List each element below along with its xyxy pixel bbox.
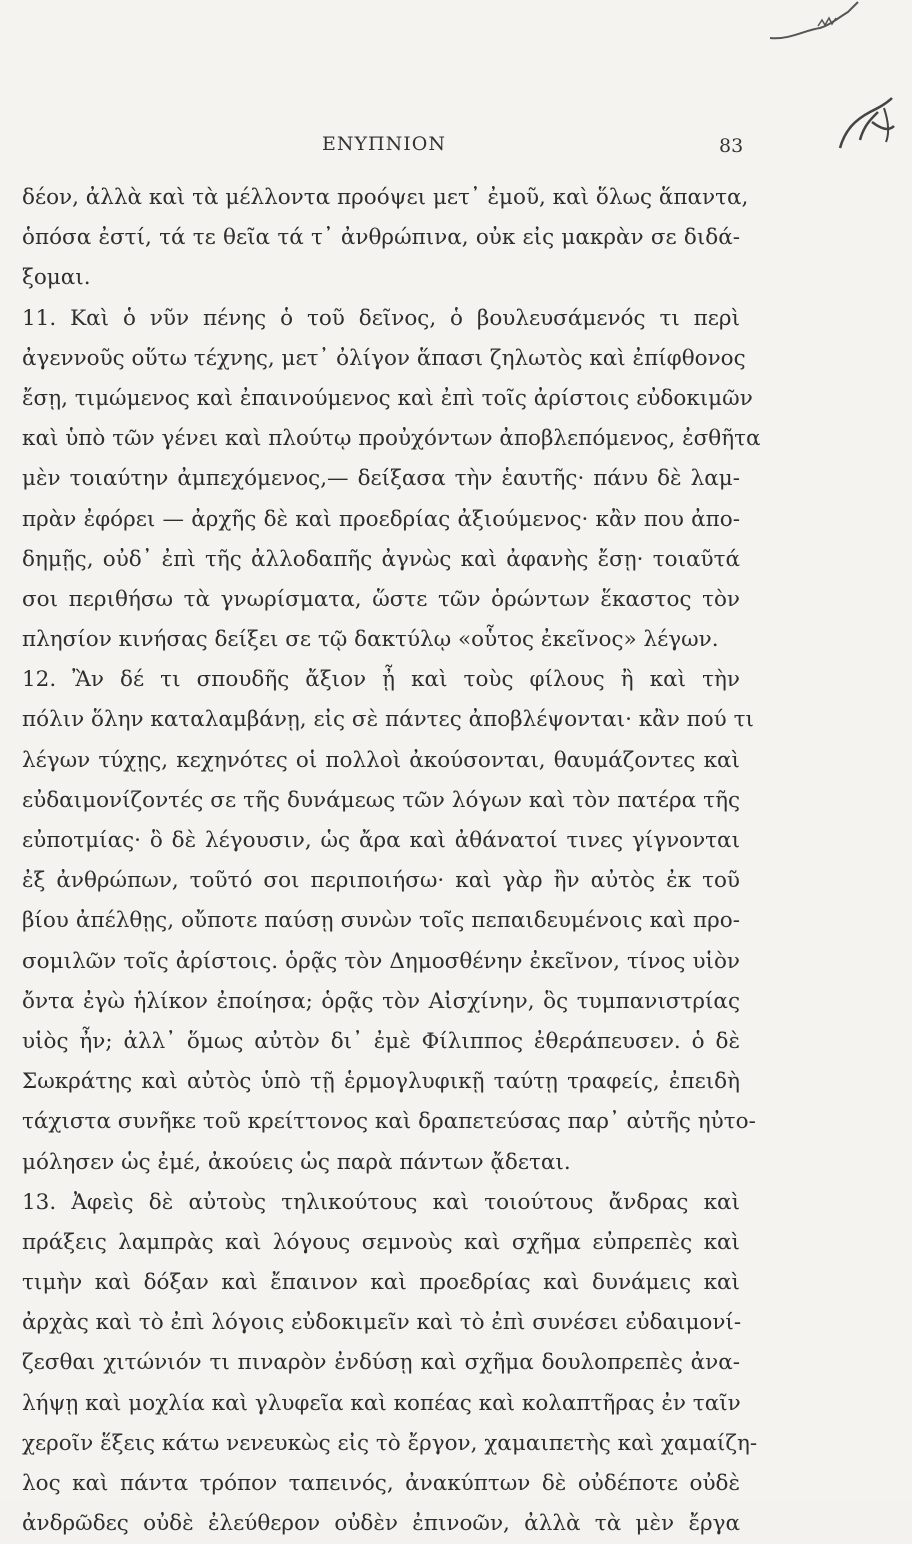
text-line: ὁπόσα ἐστί, τά τε θεῖα τά τ᾽ ἀνθρώπινα, οὐκ εἰς μακρὰν σε διδά- <box>22 225 740 251</box>
text-line: μὲν τοιαύτην ἀμπεχόμενος,— δείξασα τὴν ἑαυτῆς· πάνυ δὲ λαμ- <box>22 466 740 492</box>
page-header <box>0 133 912 163</box>
text-line: λήψῃ καὶ μοχλία καὶ γλυφεῖα καὶ κοπέας καὶ κολαπτῆρας ἐν ταῖν <box>22 1390 741 1416</box>
text-line: ἔσῃ, τιμώμενος καὶ ἐπαινούμενος καὶ ἐπὶ τοῖς ἀρίστοις εὐδοκιμῶν <box>22 385 753 411</box>
text-line: Σωκράτης καὶ αὐτὸς ὑπὸ τῇ ἑρμογλυφικῇ ταύτῃ τραφείς, ἐπειδὴ <box>22 1069 740 1095</box>
text-line: πρὰν ἐφόρει — ἀρχῆς δὲ καὶ προεδρίας ἀξιούμενος· κἂν που ἀπο- <box>22 506 740 532</box>
text-line: 13. Ἀφεὶς δὲ αὐτοὺς τηλικούτους καὶ τοιούτους ἄνδρας καὶ <box>22 1189 740 1215</box>
text-line: 11. Καὶ ὁ νῦν πένης ὁ τοῦ δεῖνος, ὁ βουλευσάμενός τι περὶ <box>22 305 740 331</box>
text-line: δημῇς, οὐδ᾽ ἐπὶ τῆς ἀλλοδαπῆς ἀγνὼς καὶ ἀφανὴς ἔσῃ· τοιαῦτά <box>22 546 740 572</box>
text-line: ἀγεννοῦς οὕτω τέχνης, μετ᾽ ὀλίγον ἅπασι ζηλωτὸς καὶ ἐπίφθονος <box>22 345 746 371</box>
text-line: λέγων τύχῃς, κεχηνότες οἱ πολλοὶ ἀκούσονται, θαυμάζοντες καὶ <box>22 747 740 773</box>
body-text <box>22 178 761 1544</box>
text-line: τιμὴν καὶ δόξαν καὶ ἔπαινον καὶ προεδρίας καὶ δυνάμεις καὶ <box>22 1270 740 1296</box>
text-line: τάχιστα συνῆκε τοῦ κρείττονος καὶ δραπετεύσας παρ᾽ αὐτῆς ηὐτο- <box>22 1109 756 1135</box>
text-line: λος καὶ πάντα τρόπον ταπεινός, ἀνακύπτων δὲ οὐδέποτε οὐδὲ <box>22 1471 740 1496</box>
text-line: σομιλῶν τοῖς ἀρίστοις. ὁρᾷς τὸν Δημοσθένην ἐκεῖνον, τίνος υἱὸν <box>22 948 740 974</box>
text-line: δέον, ἀλλὰ καὶ τὰ μέλλοντα προόψει μετ᾽ ἐμοῦ, καὶ ὅλως ἅπαντα, <box>22 185 749 210</box>
text-line: πράξεις λαμπρὰς καὶ λόγους σεμνοὺς καὶ σχῆμα εὐπρεπὲς καὶ <box>22 1229 740 1255</box>
text-line: ἀνδρῶδες οὐδὲ ἐλεύθερον οὐδὲν ἐπινοῶν, ἀλλὰ τὰ μὲν ἔργα <box>22 1511 740 1537</box>
text-line: πόλιν ὅλην καταλαμβάνῃ, εἰς σὲ πάντες ἀποβλέψονται· κἂν πού τι <box>22 707 754 733</box>
text-line: ξομαι. <box>22 265 91 291</box>
text-line: ὄντα ἐγὼ ἡλίκον ἐποίησα; ὁρᾷς τὸν Αἰσχίνην, ὃς τυμπανιστρίας <box>22 988 740 1014</box>
text-line: εὐδαιμονίζοντές σε τῆς δυνάμεως τῶν λόγων καὶ τὸν πατέρα τῆς <box>22 787 740 813</box>
text-line: ἀρχὰς καὶ τὸ ἐπὶ λόγοις εὐδοκιμεῖν καὶ τὸ ἐπὶ συνέσει εὐδαιμονί- <box>22 1310 742 1336</box>
page-number: 83 <box>719 135 744 157</box>
text-line: καὶ ὑπὸ τῶν γένει καὶ πλούτῳ προὐχόντων ἀποβλεπόμενος, ἐσθῆτα <box>22 426 761 452</box>
text-line: πλησίον κινήσας δείξει σε τῷ δακτύλῳ «οὗτος ἐκεῖνος» λέγων. <box>22 627 719 653</box>
text-line: ἐξ ἀνθρώπων, τοῦτό σοι περιποιήσω· καὶ γὰρ ἢν αὐτὸς ἐκ τοῦ <box>22 868 740 894</box>
text-line: ζεσθαι χιτώνιόν τι πιναρὸν ἐνδύσῃ καὶ σχῆμα δουλοπρεπὲς ἀνα- <box>22 1350 740 1376</box>
text-line: χεροῖν ἕξεις κάτω νενευκὼς εἰς τὸ ἔργον, χαμαιπετὴς καὶ χαμαίζη- <box>22 1430 758 1456</box>
text-line: σοι περιθήσω τὰ γνωρίσματα, ὥστε τῶν ὁρώντων ἕκαστος τὸν <box>22 586 740 612</box>
text-line: 12. Ἂν δέ τι σπουδῆς ἄξιον ᾖ καὶ τοὺς φίλους ἢ καὶ τὴν <box>22 667 740 693</box>
text-line: μόλησεν ὡς ἐμέ, ἀκούεις ὡς παρὰ πάντων ᾄδεται. <box>22 1149 571 1175</box>
text-line: βίου ἀπέλθῃς, οὔποτε παύσῃ συνὼν τοῖς πεπαιδευμένοις καὶ προ- <box>22 908 740 934</box>
running-title: ΕΝΥΠΝΙΟΝ <box>322 133 446 155</box>
text-line: εὐποτμίας· ὃ δὲ λέγουσιν, ὡς ἄρα καὶ ἀθάνατοί τινες γίγνονται <box>22 828 740 853</box>
text-line: υἱὸς ἦν; ἀλλ᾽ ὅμως αὐτὸν δι᾽ ἐμὲ Φίλιππος ἐθεράπευσεν. ὁ δὲ <box>22 1028 740 1054</box>
